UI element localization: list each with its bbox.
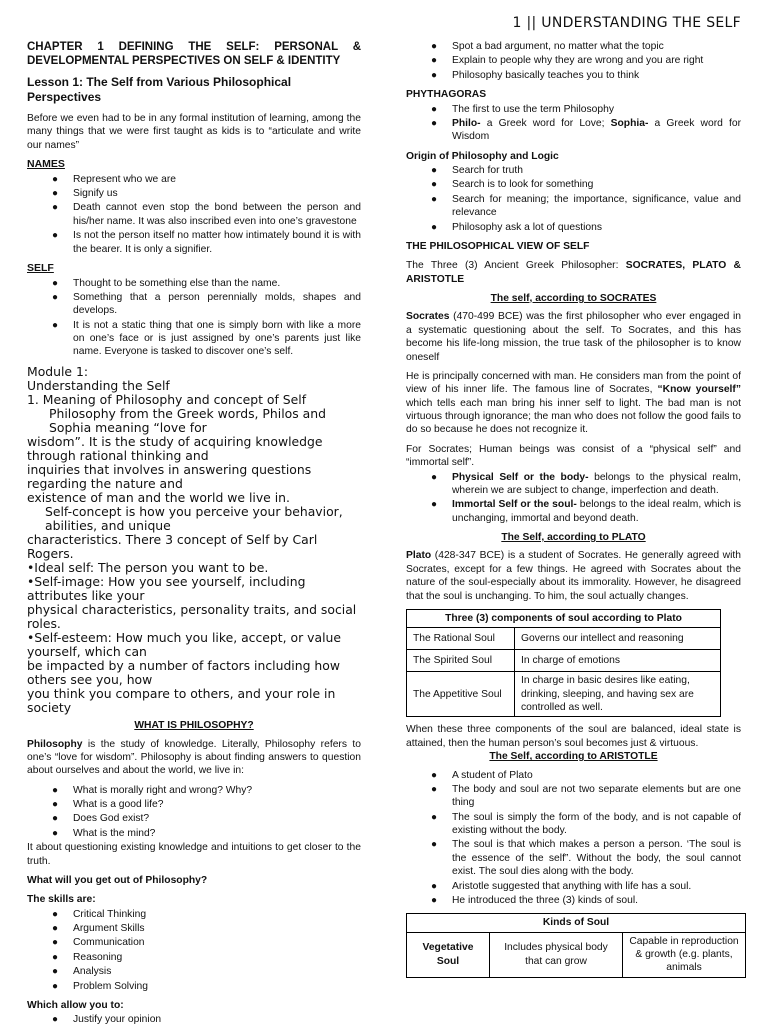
list-item: ● Is not the person itself no matter how intimately bound it is with the bearer. It is only a signifier. bbox=[52, 229, 361, 256]
list-item: ● Aristotle suggested that anything with life has a soul. bbox=[431, 880, 741, 893]
term: Immortal Self or the soul- bbox=[452, 499, 577, 511]
list-item: ● Justify your opinion bbox=[52, 1013, 361, 1026]
list-item: ● Search for truth bbox=[431, 164, 741, 177]
module-line: Self-concept is how you perceive your behavior, abilities, and unique bbox=[45, 504, 343, 534]
list-item: ● What is morally right and wrong? Why? bbox=[52, 784, 361, 797]
term: Physical Self or the body- bbox=[452, 471, 589, 483]
philosophical-view-heading: THE PHILOSOPHICAL VIEW OF SELF bbox=[406, 240, 590, 252]
lesson-title: Lesson 1: The Self from Various Philosophical Perspectives bbox=[27, 74, 292, 105]
table-cell: Includes physical body that can grow bbox=[490, 932, 623, 977]
text: (428-347 BCE) is a student of Socrates. He generally agreed with Socrates, except for a few things. He agreed with Socrates about the nature of the soul-especially about its immorality. However, he disagreed that the soul is unchanging. To him, the soul actually changes. bbox=[406, 550, 741, 602]
table-cell: In charge in basic desires like eating, drinking, sleeping, and having sex are controlled as well. bbox=[515, 672, 721, 717]
term: Philo- bbox=[452, 117, 481, 129]
list-item: ● Search for meaning; the importance, significance, value and relevance bbox=[431, 193, 741, 220]
allow-list bbox=[27, 1013, 361, 1026]
names-heading: NAMES bbox=[27, 158, 65, 171]
list-item: ● Signify us bbox=[52, 187, 361, 200]
table-cell: Governs our intellect and reasoning bbox=[515, 628, 721, 650]
aristotle-heading: The Self, according to ARISTOTLE bbox=[489, 751, 658, 763]
module-line: you think you compare to others, and your role in society bbox=[27, 686, 336, 716]
socrates-paragraph bbox=[406, 310, 741, 364]
list-item: ● Represent who we are bbox=[52, 173, 361, 186]
list-item bbox=[431, 471, 741, 498]
self-types-list bbox=[406, 471, 741, 526]
text: (470-499 BCE) was the first philosopher who ever engaged in a systematic questioning about the self. To Socrates, and this has become his life-long mission, the true task of the philosopher is to know oneself bbox=[406, 311, 741, 363]
page-header: 1 || UNDERSTANDING THE SELF bbox=[512, 15, 741, 31]
text: a Greek word for Love; bbox=[480, 117, 611, 129]
module-line: •Self-image: How you see yourself, including attributes like your bbox=[27, 574, 306, 604]
list-item: ● Problem Solving bbox=[52, 980, 361, 993]
questions-list bbox=[27, 784, 361, 841]
allow-heading: Which allow you to: bbox=[27, 999, 124, 1011]
kinds-of-soul-table bbox=[406, 913, 746, 978]
skills-list bbox=[27, 908, 361, 993]
list-item: ● Philosophy basically teaches you to think bbox=[431, 69, 741, 82]
list-item: ● Reasoning bbox=[52, 951, 361, 964]
module-line: characteristics. There 3 concept of Self by Carl Rogers. bbox=[27, 532, 318, 562]
soul-components-table bbox=[406, 609, 721, 718]
table-cell: Capable in reproduction & growth (e.g. plants, animals bbox=[623, 932, 746, 977]
module-line: Philosophy from the Greek words, Philos and Sophia meaning “love for bbox=[49, 405, 326, 435]
list-item: ● Death cannot even stop the bond between the person and his/her name. It was also inscribed even into one’s gravestone bbox=[52, 201, 361, 228]
plato-heading: The Self, according to PLATO bbox=[501, 532, 646, 543]
list-item: ● The soul is simply the form of the body, and is not capable of existing without the body. bbox=[431, 811, 741, 838]
list-item bbox=[431, 117, 741, 144]
table-title: Three (3) components of soul according to Plato bbox=[407, 609, 721, 627]
list-item: ● He introduced the three (3) kinds of soul. bbox=[431, 894, 741, 907]
self-heading: SELF bbox=[27, 261, 54, 274]
term: Socrates bbox=[406, 311, 450, 323]
list-item: ● Explain to people why they are wrong and you are right bbox=[431, 54, 741, 67]
module-block bbox=[27, 365, 361, 715]
term: Sophia- bbox=[610, 117, 649, 129]
list-item: ● What is the mind? bbox=[52, 827, 361, 840]
names-list bbox=[27, 173, 361, 256]
list-item: ● It is not a static thing that one is simply born with like a more on one’s face or is just assigned by one’s parents just like name. Everyone is tasked to discover one’s self. bbox=[52, 319, 361, 359]
table-row bbox=[407, 932, 746, 977]
list-item: ● The first to use the term Philosophy bbox=[431, 103, 741, 116]
list-item: ● Something that a person perennially molds, shapes and develops. bbox=[52, 291, 361, 318]
questioning-paragraph: It about questioning existing knowledge and intuitions to get closer to the truth. bbox=[27, 842, 361, 867]
origin-heading: Origin of Philosophy and Logic bbox=[406, 150, 559, 162]
module-line: inquiries that involves in answering questions regarding the nature and bbox=[27, 461, 312, 491]
allow-list-continued bbox=[406, 40, 741, 82]
left-column bbox=[27, 40, 361, 1033]
table-cell: The Rational Soul bbox=[407, 628, 515, 650]
table-cell: Vegetative Soul bbox=[407, 932, 490, 977]
table-title: Kinds of Soul bbox=[407, 914, 746, 932]
term: Philosophy bbox=[27, 738, 83, 750]
list-item: ● A student of Plato bbox=[431, 769, 741, 782]
self-list bbox=[27, 277, 361, 359]
table-row bbox=[407, 650, 721, 672]
names: SOCRATES, PLATO & ARISTOTLE bbox=[406, 260, 741, 285]
quote: “Know yourself” bbox=[657, 384, 741, 396]
get-out-heading: What will you get out of Philosophy? bbox=[27, 874, 208, 886]
module-line: be impacted by a number of factors including how others see you, how bbox=[27, 658, 340, 688]
list-item: ● Analysis bbox=[52, 965, 361, 978]
text: a Greek word for Wisdom bbox=[452, 117, 741, 143]
text: He is principally concerned with man. He considers man from the point of view of his inner life. The famous line of Socrates, bbox=[406, 370, 741, 396]
balanced-paragraph: When these three components of the soul are balanced, ideal state is attained, then the human person’s soul becomes just & virtuous. bbox=[406, 724, 741, 749]
list-item: ● What is a good life? bbox=[52, 798, 361, 811]
table-cell: The Appetitive Soul bbox=[407, 672, 515, 717]
aristotle-list bbox=[406, 769, 741, 908]
module-line: •Self-esteem: How much you like, accept, or value yourself, which can bbox=[27, 630, 341, 660]
table-row bbox=[407, 628, 721, 650]
chapter-title: CHAPTER 1 DEFINING THE SELF: PERSONAL & DEVELOPMENTAL PERSPECTIVES ON SELF & IDENTITY bbox=[27, 41, 361, 68]
list-item: ● Argument Skills bbox=[52, 922, 361, 935]
table-row bbox=[407, 672, 721, 717]
list-item: ● Critical Thinking bbox=[52, 908, 361, 921]
skills-heading: The skills are: bbox=[27, 894, 96, 906]
module-line: Understanding the Self bbox=[27, 377, 170, 393]
pythagoras-heading: PHYTHAGORAS bbox=[406, 89, 487, 101]
module-line: Module 1: bbox=[27, 363, 89, 379]
plato-paragraph bbox=[406, 549, 741, 603]
term: Plato bbox=[406, 550, 432, 562]
socrates-paragraph-3: For Socrates; Human beings was consist of a “physical self” and “immortal self”. bbox=[406, 443, 741, 469]
text: which tells each man bring his inner self to light. The bad man is not virtuous through ignorance; the man who does not follow the good fails to do so because he does not recognize it. bbox=[406, 397, 741, 436]
list-item: ● Spot a bad argument, no matter what the topic bbox=[431, 40, 741, 53]
list-item bbox=[431, 498, 741, 525]
table-cell: In charge of emotions bbox=[515, 650, 721, 672]
pythagoras-list bbox=[406, 103, 741, 144]
list-item: ● Does God exist? bbox=[52, 812, 361, 825]
list-item: ● The soul is that which makes a person a person. ‘The soul is the essence of the self”. Without the body, the soul cannot exist. The soul dies along with the body. bbox=[431, 838, 741, 878]
list-item: ● Thought to be something else than the name. bbox=[52, 277, 361, 290]
list-item: ● Communication bbox=[52, 936, 361, 949]
socrates-paragraph-2 bbox=[406, 370, 741, 437]
table-cell: The Spirited Soul bbox=[407, 650, 515, 672]
text: belongs to the physical realm, wherein we are subject to change, imperfection and death. bbox=[452, 471, 741, 496]
list-item: ● The body and soul are not two separate elements but are one thing bbox=[431, 783, 741, 810]
philosophy-paragraph bbox=[27, 738, 361, 778]
three-philosophers bbox=[406, 259, 741, 286]
list-item: ● Philosophy ask a lot of questions bbox=[431, 221, 741, 234]
what-is-philosophy-heading: WHAT IS PHILOSOPHY? bbox=[134, 720, 254, 732]
text: belongs to the ideal realm, which is unchanging, immortal and beyond death. bbox=[452, 499, 741, 524]
module-line: 1. Meaning of Philosophy and concept of Self bbox=[27, 391, 307, 407]
origin-list bbox=[406, 164, 741, 234]
module-line: wisdom”. It is the study of acquiring knowledge through rational thinking and bbox=[27, 433, 323, 463]
module-line: existence of man and the world we live in. bbox=[27, 489, 290, 505]
right-column bbox=[406, 40, 741, 984]
intro-paragraph: Before we even had to be in any formal institution of learning, among the many things that we were first taught as kids is to “articulate and write our names” bbox=[27, 112, 361, 151]
text: is the study of knowledge. Literally, Philosophy refers to one’s “love for wisdom”. Philosophy is about finding answers to question about ourselves and about the world, we live in: bbox=[27, 738, 361, 777]
module-line: physical characteristics, personality traits, and social roles. bbox=[27, 602, 357, 632]
text: The Three (3) Ancient Greek Philosopher: bbox=[406, 260, 626, 272]
list-item: ● Search is to look for something bbox=[431, 178, 741, 191]
module-line: •Ideal self: The person you want to be. bbox=[27, 560, 269, 576]
socrates-heading: The self, according to SOCRATES bbox=[490, 293, 657, 304]
